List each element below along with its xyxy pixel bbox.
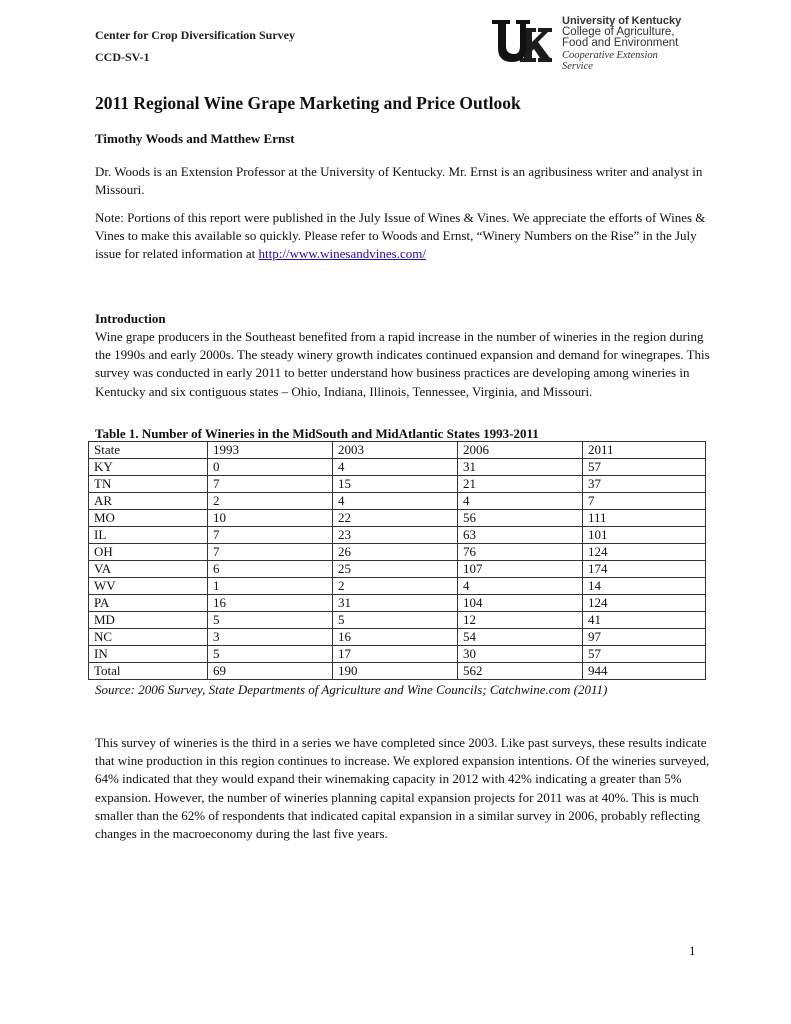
count-cell: 562 xyxy=(458,663,583,680)
count-cell: 31 xyxy=(458,459,583,476)
survey-paragraph: This survey of wineries is the third in a series we have completed since 2003. Like past surveys, these results indicate that wine production in this region continues to increase. We explored expansion intentions. Of the wineries surveyed, 64% indicated that they would expand their winemaking capacity in 2012 with 42% indicating a greater than 5% expansion. However, the number of wineries planning capital expansion projects for 2011 was at 40%. This is much smaller than the 62% of respondents that indicated capital expansion in a similar survey in 2006, probably reflecting changes in the macroeconomy during the last five years. xyxy=(95,735,710,842)
count-cell: 76 xyxy=(458,544,583,561)
count-cell: 5 xyxy=(333,612,458,629)
logo-service: Cooperative Extension Service xyxy=(562,50,658,72)
count-cell: 4 xyxy=(458,578,583,595)
count-cell: 124 xyxy=(583,595,706,612)
table-row xyxy=(89,578,706,595)
count-cell: 56 xyxy=(458,510,583,527)
state-cell: Total xyxy=(89,663,208,680)
table-row xyxy=(89,476,706,493)
count-cell: 4 xyxy=(458,493,583,510)
count-cell: 5 xyxy=(208,612,333,629)
count-cell: 69 xyxy=(208,663,333,680)
count-cell: 57 xyxy=(583,646,706,663)
count-cell: 63 xyxy=(458,527,583,544)
count-cell: 1 xyxy=(208,578,333,595)
count-cell: 23 xyxy=(333,527,458,544)
table-row xyxy=(89,544,706,561)
authors: Timothy Woods and Matthew Ernst xyxy=(95,131,295,146)
count-cell: 944 xyxy=(583,663,706,680)
logo-university: University of Kentucky xyxy=(562,15,682,27)
count-cell: 17 xyxy=(333,646,458,663)
count-cell: 16 xyxy=(208,595,333,612)
count-cell: 190 xyxy=(333,663,458,680)
document-header xyxy=(95,24,295,68)
count-cell: 7 xyxy=(208,527,333,544)
table-row xyxy=(89,646,706,663)
count-cell: 111 xyxy=(583,510,706,527)
intro-paragraph: Wine grape producers in the Southeast benefited from a rapid increase in the number of wineries in the region during the 1990s and early 2000s. The steady winery growth indicates continued expansion and demand for winegrapes. This survey was conducted in early 2011 to better understand how business practices are developing among wineries in Kentucky and six contiguous states – Ohio, Indiana, Illinois, Tennessee, Virginia, and Missouri. xyxy=(95,329,710,399)
state-cell: AR xyxy=(89,493,208,510)
count-cell: 54 xyxy=(458,629,583,646)
table-row xyxy=(89,561,706,578)
count-cell: 31 xyxy=(333,595,458,612)
count-cell: 10 xyxy=(208,510,333,527)
author-bio: Dr. Woods is an Extension Professor at the University of Kentucky. Mr. Ernst is an agribusiness writer and analyst in Missouri. xyxy=(95,164,703,198)
count-cell: 12 xyxy=(458,612,583,629)
count-cell: 57 xyxy=(583,459,706,476)
page-number: 1 xyxy=(689,943,696,958)
count-cell: 2 xyxy=(208,493,333,510)
count-cell: 124 xyxy=(583,544,706,561)
table-row xyxy=(89,629,706,646)
wines-and-vines-link[interactable]: http://www.winesandvines.com/ xyxy=(258,246,426,262)
count-cell: 174 xyxy=(583,561,706,578)
state-cell: KY xyxy=(89,459,208,476)
uk-logo xyxy=(490,15,690,72)
logo-college-2: Food and Environment xyxy=(562,37,679,49)
count-cell: 0 xyxy=(208,459,333,476)
state-cell: OH xyxy=(89,544,208,561)
state-cell: PA xyxy=(89,595,208,612)
state-cell: IN xyxy=(89,646,208,663)
wineries-table xyxy=(88,441,706,680)
count-cell: 107 xyxy=(458,561,583,578)
count-cell: 4 xyxy=(333,493,458,510)
count-cell: 3 xyxy=(208,629,333,646)
count-cell: 97 xyxy=(583,629,706,646)
state-cell: VA xyxy=(89,561,208,578)
state-cell: MD xyxy=(89,612,208,629)
state-cell: NC xyxy=(89,629,208,646)
table-source: Source: 2006 Survey, State Departments of Agriculture and Wine Councils; Catchwine.com (2011) xyxy=(95,682,608,697)
count-cell: 6 xyxy=(208,561,333,578)
count-cell: 2 xyxy=(333,578,458,595)
count-cell: 25 xyxy=(333,561,458,578)
header-org: Center for Crop Diversification Survey xyxy=(95,28,295,42)
count-cell: 15 xyxy=(333,476,458,493)
logo-text xyxy=(562,16,690,72)
count-cell: 22 xyxy=(333,510,458,527)
table-row xyxy=(89,510,706,527)
table-row xyxy=(89,663,706,680)
count-cell: 5 xyxy=(208,646,333,663)
header-code: CCD-SV-1 xyxy=(95,50,150,64)
count-cell: 37 xyxy=(583,476,706,493)
count-cell: 7 xyxy=(208,544,333,561)
table-row xyxy=(89,459,706,476)
count-cell: 4 xyxy=(333,459,458,476)
table-row xyxy=(89,595,706,612)
state-cell: MO xyxy=(89,510,208,527)
count-cell: 26 xyxy=(333,544,458,561)
count-cell: 30 xyxy=(458,646,583,663)
table-row xyxy=(89,493,706,510)
note-paragraph xyxy=(95,209,715,264)
logo-college: College of Agriculture, xyxy=(562,26,675,38)
header-cell: 1993 xyxy=(208,442,333,459)
state-cell: IL xyxy=(89,527,208,544)
table-row xyxy=(89,612,706,629)
table-header-row xyxy=(89,442,706,459)
intro-heading: Introduction xyxy=(95,311,166,326)
table-caption: Table 1. Number of Wineries in the MidSouth and MidAtlantic States 1993-2011 xyxy=(95,426,539,441)
state-cell: TN xyxy=(89,476,208,493)
table-row xyxy=(89,527,706,544)
document-title: 2011 Regional Wine Grape Marketing and Price Outlook xyxy=(95,93,521,113)
uk-logo-mark-icon xyxy=(490,18,552,64)
header-cell: 2003 xyxy=(333,442,458,459)
header-cell: 2006 xyxy=(458,442,583,459)
count-cell: 101 xyxy=(583,527,706,544)
count-cell: 7 xyxy=(208,476,333,493)
count-cell: 7 xyxy=(583,493,706,510)
count-cell: 21 xyxy=(458,476,583,493)
state-cell: WV xyxy=(89,578,208,595)
header-cell: State xyxy=(89,442,208,459)
count-cell: 14 xyxy=(583,578,706,595)
note-text: Note: Portions of this report were published in the July Issue of Wines & Vines. We appreciate the efforts of Wines & Vines to make this available so quickly. Please refer to Woods and Ernst, “Winery Numbers on the Rise” in the July issue for related information at xyxy=(95,210,706,262)
count-cell: 41 xyxy=(583,612,706,629)
count-cell: 16 xyxy=(333,629,458,646)
header-cell: 2011 xyxy=(583,442,706,459)
count-cell: 104 xyxy=(458,595,583,612)
